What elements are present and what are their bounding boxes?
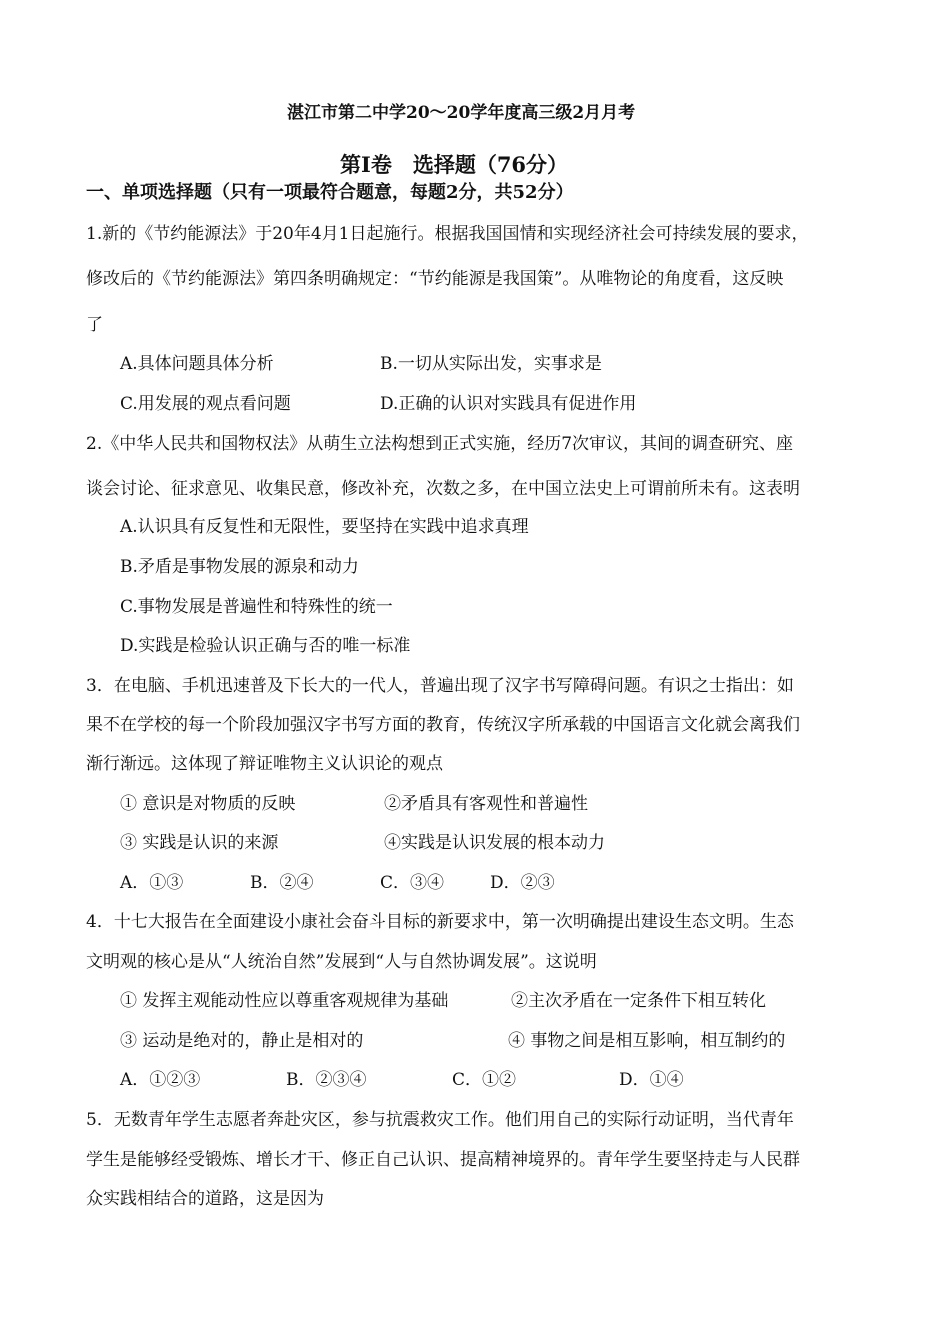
question-3-statement-1: ① 意识是对物质的反映 bbox=[120, 794, 296, 814]
question-2-option-d: D.实践是检验认识正确与否的唯一标准 bbox=[120, 636, 411, 656]
question-1-option-c: C.用发展的观点看问题 bbox=[120, 394, 291, 414]
question-4-option-c: C．①② bbox=[452, 1070, 517, 1090]
question-2-option-c: C.事物发展是普遍性和特殊性的统一 bbox=[120, 597, 393, 617]
question-4-option-a: A．①②③ bbox=[120, 1070, 201, 1090]
question-4-stem-line-2: 文明观的核心是从“人统治自然”发展到“人与自然协调发展”。这说明 bbox=[86, 952, 597, 972]
question-4-statement-3: ③ 运动是绝对的，静止是相对的 bbox=[120, 1031, 364, 1051]
question-5-stem-line-2: 学生是能够经受锻炼、增长才干、修正自己认识、提高精神境界的。青年学生要坚持走与人民群 bbox=[86, 1150, 800, 1170]
question-1-option-a: A.具体问题具体分析 bbox=[120, 354, 274, 374]
question-4-statement-1: ① 发挥主观能动性应以尊重客观规律为基础 bbox=[120, 991, 449, 1011]
question-4-stem-line-1: 4．十七大报告在全面建设小康社会奋斗目标的新要求中，第一次明确提出建设生态文明。生态 bbox=[86, 912, 794, 932]
question-3-stem-line-1: 3．在电脑、手机迅速普及下长大的一代人，普遍出现了汉字书写障碍问题。有识之士指出：如 bbox=[86, 676, 794, 696]
question-2-option-a: A.认识具有反复性和无限性，要坚持在实践中追求真理 bbox=[120, 517, 529, 537]
question-2-option-b: B.矛盾是事物发展的源泉和动力 bbox=[120, 557, 359, 577]
question-1-stem-line-2: 修改后的《节约能源法》第四条明确规定：“节约能源是我国策”。从唯物论的角度看，这反映 bbox=[86, 269, 784, 289]
question-3-option-a: A．①③ bbox=[120, 873, 184, 893]
question-3-option-c: C．③④ bbox=[380, 873, 445, 893]
question-4-statement-2: ②主次矛盾在一定条件下相互转化 bbox=[511, 991, 766, 1011]
volume-title: 第Ⅰ卷 选择题（76分） bbox=[340, 152, 569, 177]
question-3-statement-3: ③ 实践是认识的来源 bbox=[120, 833, 279, 853]
question-1-option-b: B.一切从实际出发，实事求是 bbox=[380, 354, 602, 374]
question-4-statement-4: ④ 事物之间是相互影响，相互制约的 bbox=[508, 1031, 786, 1051]
question-1-stem-line-3: 了 bbox=[86, 315, 103, 335]
question-3-stem-line-2: 果不在学校的每一个阶段加强汉字书写方面的教育，传统汉字所承载的中国语言文化就会离我们 bbox=[86, 715, 800, 735]
question-1-option-d: D.正确的认识对实践具有促进作用 bbox=[380, 394, 637, 414]
question-4-option-d: D．①④ bbox=[619, 1070, 684, 1090]
question-3-option-b: B．②④ bbox=[250, 873, 314, 893]
exam-title: 湛江市第二中学20～20学年度高三级2月月考 bbox=[287, 103, 636, 123]
question-5-stem-line-3: 众实践相结合的道路，这是因为 bbox=[86, 1189, 324, 1209]
section-title: 一、单项选择题（只有一项最符合题意，每题2分，共52分） bbox=[86, 182, 574, 203]
question-3-statement-2: ②矛盾具有客观性和普遍性 bbox=[384, 794, 588, 814]
question-4-option-b: B．②③④ bbox=[286, 1070, 367, 1090]
question-2-stem-line-2: 谈会讨论、征求意见、收集民意，修改补充，次数之多，在中国立法史上可谓前所未有。这表明 bbox=[86, 479, 800, 499]
question-3-statement-4: ④实践是认识发展的根本动力 bbox=[384, 833, 605, 853]
question-1-stem-line-1: 1.新的《节约能源法》于20年4月1日起施行。根据我国国情和实现经济社会可持续发展的要求， bbox=[86, 224, 809, 244]
question-5-stem-line-1: 5．无数青年学生志愿者奔赴灾区，参与抗震救灾工作。他们用自己的实际行动证明，当代青年 bbox=[86, 1110, 794, 1130]
question-3-stem-line-3: 渐行渐远。这体现了辩证唯物主义认识论的观点 bbox=[86, 754, 443, 774]
question-2-stem-line-1: 2.《中华人民共和国物权法》从萌生立法构想到正式实施，经历7次审议，其间的调查研究、座 bbox=[86, 434, 794, 454]
question-3-option-d: D．②③ bbox=[490, 873, 555, 893]
